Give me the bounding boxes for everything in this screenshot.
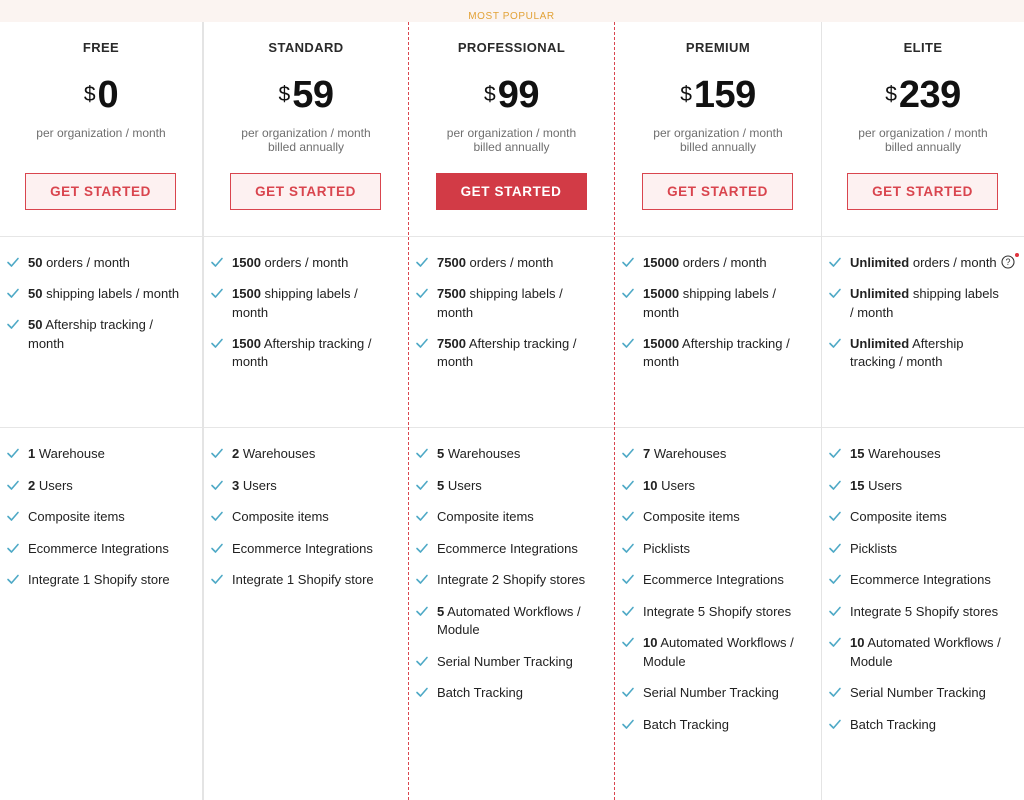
feature-text: Warehouse [35, 446, 105, 461]
feature-item [822, 477, 1024, 496]
feature-item [204, 571, 408, 590]
price-amount: 99 [497, 74, 539, 116]
feature-item [409, 540, 614, 559]
divider [615, 236, 821, 237]
plan-name: PROFESSIONAL [457, 40, 566, 55]
limit-item [822, 285, 1024, 322]
plan-name: STANDARD [268, 40, 344, 55]
feature-quantity: 10 [643, 477, 658, 493]
check-icon [621, 540, 635, 556]
check-icon [621, 603, 635, 619]
check-icon [828, 254, 842, 270]
feature-item [822, 571, 1024, 590]
feature-quantity: 7500 [437, 335, 466, 351]
check-icon [828, 477, 842, 493]
feature-item [204, 540, 408, 559]
svg-text:?: ? [1005, 257, 1011, 268]
check-icon [415, 477, 429, 493]
feature-text: Automated Workflows / Module [850, 635, 1001, 669]
feature-text: Warehouses [864, 446, 941, 461]
plan-price [615, 74, 821, 117]
check-icon [828, 335, 842, 351]
get-started-button-premium[interactable]: GET STARTED [642, 173, 793, 210]
feature-item [822, 540, 1024, 559]
check-icon [210, 285, 224, 301]
feature-text: orders / month [42, 255, 130, 270]
feature-item [822, 684, 1024, 703]
feature-text: Ecommerce Integrations [232, 540, 373, 556]
billing-note [0, 126, 202, 140]
limit-item [615, 285, 821, 322]
limit-item [204, 254, 408, 273]
divider [204, 236, 408, 237]
check-icon [415, 445, 429, 461]
feature-text: orders / month [260, 255, 349, 270]
price-amount: 159 [693, 74, 756, 116]
check-icon [210, 571, 224, 587]
check-icon [828, 285, 842, 301]
feature-item [822, 634, 1024, 671]
feature-text: Composite items [232, 509, 329, 524]
features-list [409, 445, 614, 716]
currency-symbol: $ [278, 83, 291, 106]
limits-list [0, 254, 202, 366]
feature-text: Picklists [643, 540, 690, 556]
feature-text: Warehouses [239, 446, 316, 461]
feature-item [0, 445, 202, 464]
divider [204, 427, 408, 428]
divider [822, 427, 1024, 428]
check-icon [210, 477, 224, 493]
feature-text: shipping labels / month [42, 286, 180, 301]
check-icon [6, 445, 20, 461]
divider [0, 236, 202, 237]
limits-list [409, 254, 614, 384]
check-icon [621, 477, 635, 493]
feature-item [615, 571, 821, 590]
feature-text: Users [864, 477, 903, 493]
divider [409, 427, 614, 428]
check-icon [6, 285, 20, 301]
feature-quantity: 15 [850, 446, 865, 461]
feature-item [409, 603, 614, 640]
feature-quantity: 5 [437, 446, 445, 461]
most-popular-badge: MOST POPULAR [468, 11, 555, 22]
feature-item [0, 540, 202, 559]
feature-text: Automated Workflows / Module [643, 635, 794, 669]
get-started-button-free[interactable]: GET STARTED [25, 173, 176, 210]
check-icon [6, 316, 20, 332]
limit-item [822, 335, 1024, 372]
check-icon [621, 684, 635, 700]
check-icon [828, 634, 842, 650]
feature-text: Users [657, 477, 696, 493]
feature-item [409, 508, 614, 527]
feature-quantity: 7500 [437, 255, 466, 270]
limits-list [615, 254, 821, 384]
feature-quantity: 1500 [232, 255, 261, 270]
feature-text: Integrate 5 Shopify stores [643, 603, 792, 619]
feature-quantity: 50 [28, 317, 43, 332]
check-icon [415, 335, 429, 351]
feature-quantity: 15 [850, 477, 865, 493]
divider [0, 427, 202, 428]
feature-item [615, 445, 821, 464]
billing-note [615, 126, 821, 154]
check-icon [415, 254, 429, 270]
price-amount: 0 [97, 74, 119, 116]
check-icon [621, 716, 635, 732]
feature-quantity: 15000 [643, 255, 680, 270]
feature-text: Aftership tracking / month [28, 317, 154, 351]
feature-text: Aftership tracking / month [437, 335, 577, 369]
feature-item [0, 477, 202, 496]
limit-item [0, 316, 202, 353]
features-list [204, 445, 408, 603]
feature-text: Serial Number Tracking [437, 653, 573, 669]
check-icon [210, 445, 224, 461]
check-icon [828, 445, 842, 461]
feature-quantity: Unlimited [850, 286, 910, 301]
feature-text: Composite items [28, 509, 125, 524]
limit-item [615, 254, 821, 273]
check-icon [415, 285, 429, 301]
feature-quantity: Unlimited [850, 335, 910, 351]
plan-card-free [0, 22, 202, 800]
feature-item [822, 445, 1024, 464]
limit-item [409, 285, 614, 322]
check-icon [415, 508, 429, 524]
feature-text: orders / month [909, 255, 997, 270]
check-icon [621, 634, 635, 650]
feature-item [615, 716, 821, 735]
feature-text: Ecommerce Integrations [28, 540, 169, 556]
feature-text: Users [239, 477, 277, 493]
billing-note-line1: per organization / month [858, 126, 988, 140]
feature-item [822, 508, 1024, 527]
check-icon [621, 285, 635, 301]
feature-item [0, 508, 202, 527]
check-icon [6, 477, 20, 493]
get-started-button-standard[interactable]: GET STARTED [230, 173, 381, 210]
limit-item [0, 254, 202, 273]
feature-text: Picklists [850, 540, 897, 556]
price-amount: 59 [292, 74, 334, 116]
check-icon [6, 508, 20, 524]
feature-text: Batch Tracking [850, 716, 936, 732]
plan-price [0, 74, 202, 117]
feature-quantity: 15000 [643, 286, 680, 301]
feature-item [0, 571, 202, 590]
features-list [615, 445, 821, 747]
feature-text: Warehouses [650, 446, 727, 461]
divider [409, 236, 614, 237]
check-icon [415, 571, 429, 587]
check-icon [210, 540, 224, 556]
plan-name: FREE [82, 40, 120, 55]
feature-quantity: 3 [232, 477, 240, 493]
get-started-button-professional[interactable]: GET STARTED [436, 173, 587, 210]
plan-price [822, 74, 1024, 117]
feature-text: Integrate 1 Shopify store [232, 572, 374, 587]
limit-item [822, 254, 1024, 273]
currency-symbol: $ [83, 83, 96, 106]
feature-quantity: 2 [28, 477, 36, 493]
feature-text: shipping labels / month [643, 286, 776, 320]
check-icon [621, 335, 635, 351]
feature-quantity: 50 [28, 255, 43, 270]
billing-note [822, 126, 1024, 154]
plan-price [409, 74, 614, 117]
check-icon [828, 540, 842, 556]
check-icon [828, 508, 842, 524]
feature-text: Users [35, 477, 73, 493]
currency-symbol: $ [885, 83, 897, 106]
feature-quantity: 2 [232, 446, 240, 461]
plan-price [204, 74, 408, 117]
feature-item [615, 508, 821, 527]
feature-item [409, 571, 614, 590]
billing-note-line1: per organization / month [241, 126, 371, 140]
plan-card-professional [408, 22, 615, 800]
billing-note-line1: per organization / month [653, 126, 783, 140]
check-icon [210, 254, 224, 270]
currency-symbol: $ [484, 83, 496, 106]
feature-text: Aftership tracking / month [232, 335, 372, 369]
billing-note-line2: billed annually [884, 140, 962, 154]
feature-item [409, 445, 614, 464]
feature-text: Serial Number Tracking [643, 685, 779, 700]
check-icon [210, 508, 224, 524]
features-list [822, 445, 1024, 747]
feature-item [822, 716, 1024, 735]
feature-text: shipping labels / month [232, 286, 358, 320]
feature-quantity: 1 [28, 446, 36, 461]
limits-list [822, 254, 1024, 384]
feature-quantity: 5 [437, 603, 445, 619]
feature-text: Integrate 2 Shopify stores [437, 572, 586, 587]
feature-text: Batch Tracking [437, 685, 523, 700]
feature-text: orders / month [679, 255, 767, 270]
feature-text: Aftership tracking / month [850, 335, 964, 369]
billing-note-line2: billed annually [473, 140, 550, 154]
feature-item [409, 477, 614, 496]
check-icon [210, 335, 224, 351]
feature-quantity: 50 [28, 286, 43, 301]
check-icon [6, 540, 20, 556]
feature-text: orders / month [465, 255, 554, 270]
feature-text: Integrate 1 Shopify store [28, 572, 170, 587]
check-icon [828, 571, 842, 587]
price-amount: 239 [898, 74, 961, 116]
feature-text: Ecommerce Integrations [437, 540, 578, 556]
feature-text: Ecommerce Integrations [850, 572, 991, 587]
feature-item [615, 540, 821, 559]
plan-name: PREMIUM [685, 40, 751, 55]
billing-note-line2: billed annually [679, 140, 757, 154]
feature-item [204, 445, 408, 464]
plan-card-standard [203, 22, 408, 800]
feature-quantity: 5 [437, 477, 445, 493]
feature-item [204, 508, 408, 527]
limit-item [409, 254, 614, 273]
check-icon [621, 445, 635, 461]
feature-item [615, 684, 821, 703]
feature-text: Ecommerce Integrations [643, 572, 784, 587]
check-icon [828, 603, 842, 619]
check-icon [6, 254, 20, 270]
get-started-button-elite[interactable]: GET STARTED [847, 173, 998, 210]
feature-text: Warehouses [444, 446, 521, 461]
features-list [0, 445, 202, 603]
limit-item [615, 335, 821, 372]
divider [615, 427, 821, 428]
check-icon [828, 716, 842, 732]
feature-quantity: 15000 [643, 335, 680, 351]
feature-item [615, 603, 821, 622]
check-icon [621, 571, 635, 587]
feature-item [615, 477, 821, 496]
feature-quantity: 7 [643, 446, 651, 461]
feature-text: shipping labels / month [437, 286, 563, 320]
billing-note [204, 126, 408, 154]
feature-item [409, 653, 614, 672]
check-icon [621, 508, 635, 524]
feature-text: Automated Workflows / Module [437, 603, 581, 637]
billing-note [409, 126, 614, 154]
feature-quantity: 1500 [232, 335, 261, 351]
check-icon [828, 684, 842, 700]
billing-note-line1: per organization / month [36, 126, 166, 140]
feature-quantity: 10 [643, 635, 658, 650]
check-icon [6, 571, 20, 587]
feature-text: Users [444, 477, 482, 493]
feature-text: Composite items [850, 509, 947, 524]
feature-item [615, 634, 821, 671]
feature-text: shipping labels / month [850, 286, 999, 320]
currency-symbol: $ [680, 83, 692, 106]
limit-item [204, 335, 408, 372]
feature-item [822, 603, 1024, 622]
feature-quantity: 7500 [437, 286, 466, 301]
feature-item [409, 684, 614, 703]
limit-item [0, 285, 202, 304]
feature-text: Batch Tracking [643, 716, 729, 732]
check-icon [415, 603, 429, 619]
plan-name: ELITE [903, 40, 943, 55]
feature-quantity: 1500 [232, 286, 261, 301]
feature-quantity: 10 [850, 635, 865, 650]
feature-text: Aftership tracking / month [643, 335, 790, 369]
divider [822, 236, 1024, 237]
check-icon [415, 684, 429, 700]
feature-text: Composite items [643, 509, 740, 524]
billing-note-line2: billed annually [267, 140, 345, 154]
billing-note-line1: per organization / month [446, 126, 577, 140]
limit-item [204, 285, 408, 322]
feature-item [204, 477, 408, 496]
feature-quantity: Unlimited [850, 255, 910, 270]
feature-text: Composite items [437, 509, 534, 524]
limits-list [204, 254, 408, 384]
check-icon [621, 254, 635, 270]
check-icon [415, 540, 429, 556]
check-icon [415, 653, 429, 669]
feature-text: Integrate 5 Shopify stores [850, 603, 999, 619]
plan-card-premium [615, 22, 821, 800]
limit-item [409, 335, 614, 372]
plan-card-elite [821, 22, 1024, 800]
feature-text: Serial Number Tracking [850, 685, 986, 700]
